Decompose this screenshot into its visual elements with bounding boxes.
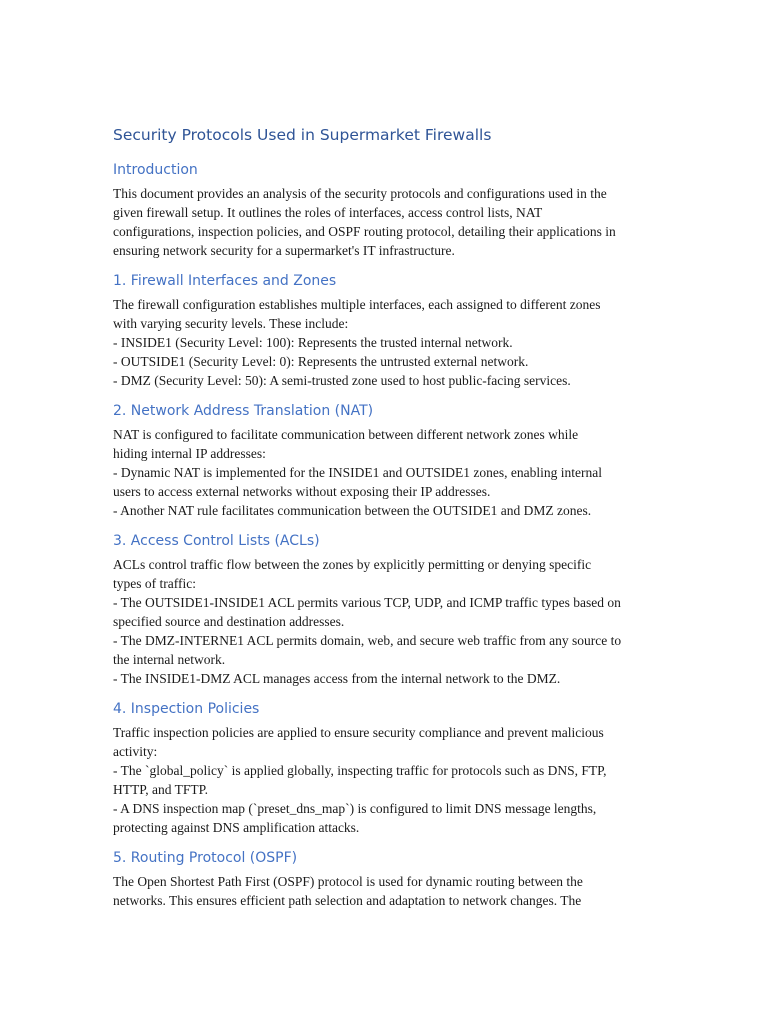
section-heading: 2. Network Address Translation (NAT) [113,403,374,419]
text-line: - A DNS inspection map (`preset_dns_map`) is configured to limit DNS message lengths, [113,801,597,816]
text-line: types of traffic: [113,576,196,591]
section-heading: 5. Routing Protocol (OSPF) [113,850,298,866]
text-line: the internal network. [113,652,226,667]
text-line: with varying security levels. These include: [113,316,349,331]
text-line: specified source and destination addresses. [113,614,345,629]
text-line: - The OUTSIDE1-INSIDE1 ACL permits various TCP, UDP, and ICMP traffic types based on [113,595,621,610]
document-section [113,848,663,910]
text-line: - The INSIDE1-DMZ ACL manages access from the internal network to the DMZ. [113,671,561,686]
section-heading: 3. Access Control Lists (ACLs) [113,533,320,549]
section-body [113,295,663,390]
text-line: ensuring network security for a supermarket's IT infrastructure. [113,243,455,258]
text-line: HTTP, and TFTP. [113,782,209,797]
text-line: given firewall setup. It outlines the roles of interfaces, access control lists, NAT [113,205,543,220]
section-heading: Introduction [113,162,198,178]
document-section [113,160,663,260]
document-section [113,271,663,390]
text-line: hiding internal IP addresses: [113,446,266,461]
section-body [113,555,663,688]
section-body [113,184,663,260]
text-line: protecting against DNS amplification attacks. [113,820,360,835]
text-line: Traffic inspection policies are applied to ensure security compliance and prevent malicious [113,725,604,740]
document-title: Security Protocols Used in Supermarket Firewalls [113,126,492,144]
text-line: networks. This ensures efficient path selection and adaptation to network changes. The [113,893,582,908]
text-line: The Open Shortest Path First (OSPF) protocol is used for dynamic routing between the [113,874,583,889]
document-page [113,125,663,921]
section-body [113,872,663,910]
text-line: - The `global_policy` is applied globally, inspecting traffic for protocols such as DNS, FTP, [113,763,607,778]
document-section [113,699,663,837]
document-sections [113,160,663,910]
text-line: - DMZ (Security Level: 50): A semi-trusted zone used to host public-facing services. [113,373,571,388]
text-line: - Dynamic NAT is implemented for the INSIDE1 and OUTSIDE1 zones, enabling internal [113,465,603,480]
text-line: - INSIDE1 (Security Level: 100): Represents the trusted internal network. [113,335,513,350]
text-line: - The DMZ-INTERNE1 ACL permits domain, web, and secure web traffic from any source to [113,633,622,648]
text-line: configurations, inspection policies, and OSPF routing protocol, detailing their applications in [113,224,616,239]
document-section [113,531,663,688]
section-body [113,425,663,520]
text-line: The firewall configuration establishes multiple interfaces, each assigned to different zones [113,297,601,312]
text-line: - OUTSIDE1 (Security Level: 0): Represents the untrusted external network. [113,354,529,369]
text-line: ACLs control traffic flow between the zones by explicitly permitting or denying specific [113,557,592,572]
section-heading: 1. Firewall Interfaces and Zones [113,273,337,289]
section-body [113,723,663,837]
text-line: users to access external networks without exposing their IP addresses. [113,484,491,499]
document-section [113,401,663,520]
text-line: This document provides an analysis of the security protocols and configurations used in the [113,186,607,201]
text-line: activity: [113,744,158,759]
text-line: NAT is configured to facilitate communication between different network zones while [113,427,579,442]
section-heading: 4. Inspection Policies [113,701,260,717]
text-line: - Another NAT rule facilitates communication between the OUTSIDE1 and DMZ zones. [113,503,592,518]
